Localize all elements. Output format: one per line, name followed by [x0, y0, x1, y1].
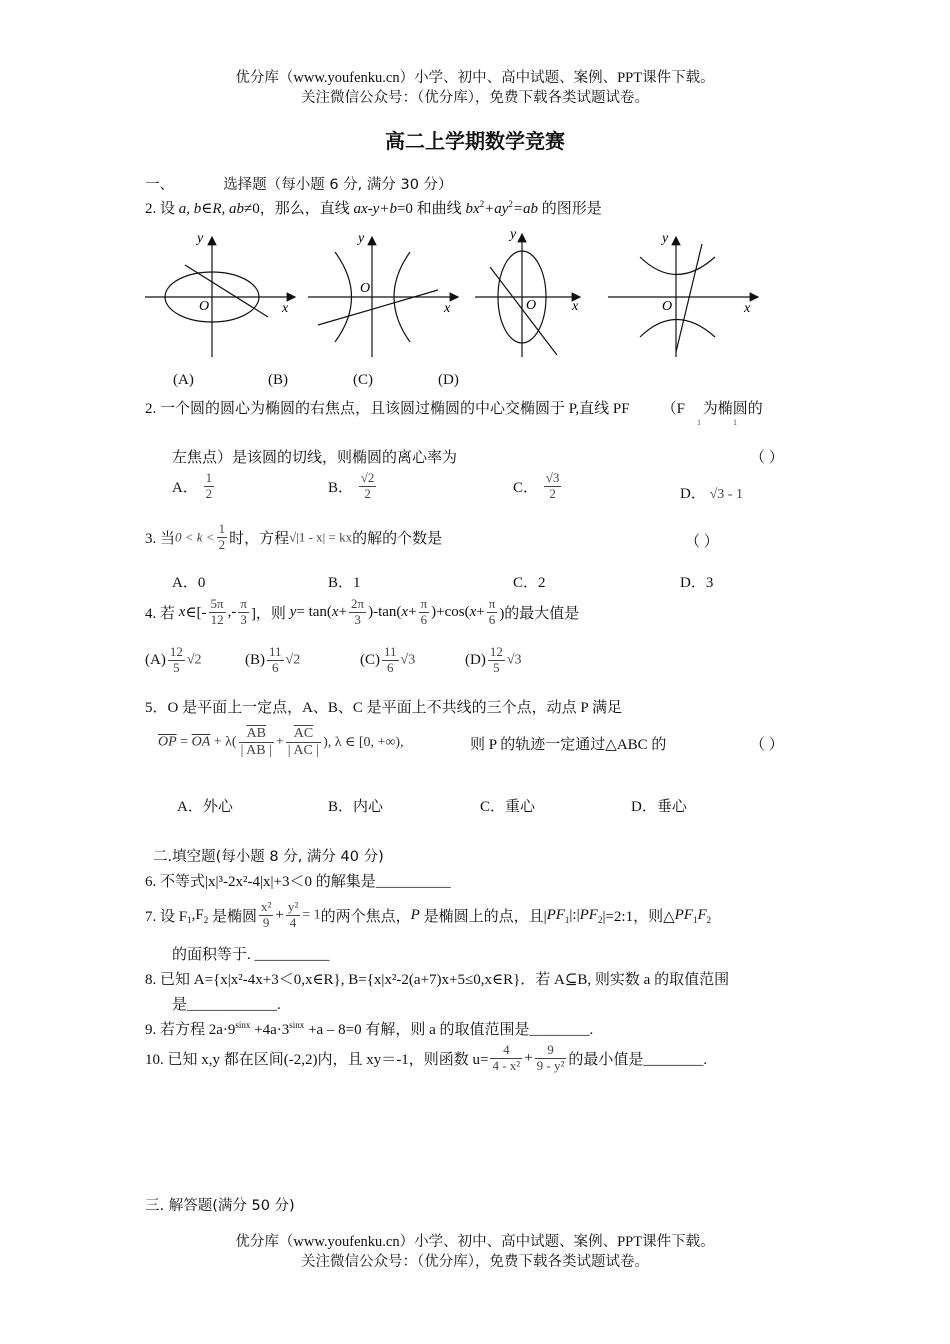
q3-paren: （ ）: [685, 534, 719, 550]
q4-var-x4: x: [469, 603, 477, 620]
q7-mid4: 是椭圆上的点，且|: [419, 908, 547, 925]
q7-plus: +: [275, 906, 284, 923]
graph-option-b: (B): [268, 372, 288, 388]
graph-a-x-label: x: [282, 301, 289, 316]
graph-a: [145, 237, 295, 357]
q4-f2-num: π: [240, 596, 247, 611]
qg-curve-lhs: bx: [465, 201, 480, 217]
q7-tri: PF: [674, 906, 693, 923]
q5-after: 则 P 的轨迹一定通过△ABC 的: [470, 737, 667, 753]
q4-opt-d-label: (D): [465, 651, 486, 668]
q5-plus: +: [275, 734, 284, 750]
q2-line1: [145, 397, 763, 418]
q5-option-c: C．重心: [480, 799, 536, 815]
q4-plus3: +: [476, 603, 485, 620]
q4-opt-b-label: (B): [245, 651, 265, 668]
graph-option-a: (A): [173, 372, 194, 388]
q7-fy-den: 4: [289, 914, 297, 930]
q7-pf1: PF: [546, 906, 565, 923]
q4-opt-a-num: 12: [169, 644, 183, 659]
q2-option-d: [680, 482, 743, 503]
q2-opt-a-den: 2: [205, 485, 213, 501]
q3-cond: 0 < k <: [175, 529, 215, 545]
qg-vars: a, b∈R, ab: [178, 201, 245, 217]
q7-tri-sub1: 1: [692, 914, 698, 925]
q9-mid: +4a·3: [250, 1022, 290, 1038]
q4-opt-c-label: (C): [360, 651, 380, 668]
q4-suffix: )的最大值是: [499, 605, 580, 622]
q10-f1-den: 4 - x²: [492, 1057, 521, 1073]
q4-opt-d-num: 12: [489, 644, 503, 659]
q2-opt-c-label: C．: [513, 479, 539, 496]
q5-stem: 5．O 是平面上一定点，A、B、C 是平面上不共线的三个点，动点 P 满足: [145, 700, 622, 716]
qg-curve-rhs: =ab: [512, 201, 539, 217]
graph-a-y-label: y: [197, 231, 204, 246]
qg-sup-b: 2: [508, 199, 513, 209]
q4-f3-den: 3: [354, 611, 361, 627]
q7-sub2: 2: [203, 914, 209, 925]
graph-b: [308, 237, 458, 357]
q4-mid1: )-tan(: [368, 603, 402, 620]
q4-opt-c-num: 11: [384, 644, 397, 659]
q3-option-a: A．0: [172, 575, 206, 591]
graph-b-y-label: y: [358, 231, 365, 246]
q3-prefix: 3. 当: [145, 530, 176, 547]
q9: [145, 1018, 593, 1039]
q2-opt-a-num: 1: [205, 470, 213, 485]
graph-b-line: [318, 290, 438, 325]
q5-tail: ), λ ∈ [0, +∞),: [323, 735, 404, 751]
q4-f1-den: 12: [210, 611, 224, 627]
q4-option-d: [465, 645, 522, 676]
q3-frac-den: 2: [218, 536, 226, 552]
q9-sup1: sinx: [235, 1020, 251, 1030]
q4-opt-b-num: 11: [269, 644, 282, 659]
q4-f1-num: 5π: [210, 596, 224, 611]
q3-equation: √|1 - x| = kx: [289, 529, 353, 545]
q4-opt-d-den: 5: [493, 659, 500, 675]
q4-opt-a-rad: √2: [186, 652, 202, 668]
q7-pf1-sub: 1: [564, 914, 570, 925]
q2-opt-b-den: 2: [364, 485, 371, 501]
q2-opt-c-den: 2: [549, 485, 556, 501]
q4-eq: = tan(: [296, 603, 332, 620]
graph-b-origin: O: [360, 281, 371, 296]
q7-line2: 的面积等于. __________: [172, 947, 330, 963]
q4-opt-b-rad: √2: [285, 652, 301, 668]
q5-lambda: + λ(: [210, 734, 237, 750]
q2-opt-c-num: √3: [545, 470, 560, 485]
q5-norm-ab: | AB |: [240, 743, 272, 759]
q4-in: ∈[-: [185, 604, 207, 621]
q5-option-d: D．垂心: [631, 799, 687, 815]
q3-option-b: B．1: [328, 575, 361, 591]
q4-f5-num: π: [488, 596, 496, 611]
graph-a-origin: O: [199, 299, 210, 314]
section1-title: 选择题（每小题 6 分, 满分 30 分）: [223, 177, 453, 193]
q5-vec-op: $\overline{OP}$: [158, 734, 177, 750]
q10-prefix: 10. 已知 x,y 都在区间(-2,2)内，且 xy＝-1，则函数 u=: [145, 1051, 489, 1068]
section3-heading: 三. 解答题(满分 50 分): [145, 1198, 295, 1214]
q7-line1: [145, 900, 711, 931]
graph-b-x-label: x: [444, 301, 451, 316]
graph-d-hyperbola-top: [640, 257, 715, 275]
q7-tri-sub2: 2: [706, 914, 712, 925]
q8-line1: 8. 已知 A={x|x²-4x+3＜0,x∈R}, B={x|x²-2(a+7)x+5≤0,x∈R}．若 A⊆B, 则实数 a 的取值范围: [145, 972, 730, 988]
q10: [145, 1043, 707, 1074]
header-line-2: 关注微信公众号：（优分库），免费下载各类试题试卷。: [301, 90, 649, 106]
q4-f4-den: 6: [420, 611, 428, 627]
graph-c-origin: O: [526, 298, 537, 313]
q2-sub-1a: 1: [697, 418, 701, 427]
section1-heading: [145, 173, 453, 194]
graph-d-y-label: y: [662, 231, 669, 246]
q7-prefix: 7. 设 F: [145, 908, 188, 925]
question-graph-stem: [145, 197, 602, 218]
q9-suffix: +a – 8=0 有解，则 a 的取值范围是________.: [304, 1022, 594, 1038]
q3-suffix: 的解的个数是: [352, 530, 443, 547]
q4-option-b: [245, 645, 300, 676]
q7-fy-num: y²: [287, 899, 299, 914]
qg-sup-a: 2: [479, 199, 485, 209]
q7-tri2: F: [697, 906, 707, 923]
q4-comma: ,-: [227, 603, 237, 620]
q4-f3-num: 2π: [351, 596, 365, 611]
q5-vec-ac: $\overline{AC}$: [286, 726, 321, 743]
qg-prefix: 2. 设: [145, 201, 179, 217]
q4-var-y: y: [289, 603, 297, 620]
graph-c-x-label: x: [572, 299, 579, 314]
q2-paren: （ ）: [750, 450, 784, 466]
q10-suffix: 的最小值是________.: [568, 1051, 708, 1068]
q5-norm-ac: | AC |: [287, 743, 320, 759]
q2-option-b: [328, 471, 378, 502]
q8-line2: 是____________.: [172, 997, 281, 1013]
q10-f1-num: 4: [490, 1043, 522, 1059]
footer-line-2: 关注微信公众号：（优分库），免费下载各类试题试卷。: [301, 1254, 649, 1270]
q7-mid: ,F: [191, 906, 204, 923]
q3-stem: [145, 522, 442, 553]
q4-opt-c-den: 6: [387, 659, 394, 675]
q3-mid: 时，方程: [229, 530, 290, 547]
q5-paren: （ ）: [750, 737, 784, 753]
q10-f2-num: 9: [535, 1043, 567, 1059]
q4-opt-a-den: 5: [173, 659, 180, 675]
q7-mid2: 是椭圆: [208, 908, 257, 925]
q5-option-b: B．内心: [328, 799, 384, 815]
q4-opt-b-den: 6: [272, 659, 279, 675]
graph-d: [608, 237, 758, 357]
q2-opt-d-value: √3 - 1: [709, 487, 743, 502]
q4-option-c: [360, 645, 415, 676]
graph-option-c: (C): [353, 372, 373, 388]
q7-mid3: 的两个焦点，: [320, 908, 411, 925]
graph-d-line: [676, 244, 702, 352]
graph-c-line: [490, 267, 557, 355]
q4-option-a: [145, 645, 202, 676]
header-line-1: 优分库（www.youfenku.cn）小学、初中、高中试题、案例、PPT课件下载。: [235, 70, 715, 86]
q4-var-x1: x: [178, 603, 186, 620]
q7-eq1: = 1: [302, 907, 321, 923]
q5-vec-ab: $\overline{AB}$: [239, 726, 274, 743]
q2-opt-d-label: D．: [680, 486, 706, 502]
q10-f2-den: 9 - y²: [536, 1057, 565, 1073]
q5-vec-oa: $\overline{OA}$: [191, 734, 211, 750]
q5-option-a: A．外心: [177, 799, 233, 815]
section2-heading: 二.填空题(每小题 8 分, 满分 40 分): [153, 849, 384, 865]
q2-option-a: [172, 471, 216, 502]
graph-d-hyperbola-bottom: [640, 320, 715, 338]
q7-sub1: 1: [187, 914, 192, 925]
graph-d-origin: O: [662, 299, 673, 314]
q4-opt-d-rad: √3: [506, 652, 522, 668]
qg-curve-mid: +ay: [484, 201, 509, 217]
q4-opt-c-rad: √3: [400, 652, 416, 668]
footer-line-1: 优分库（www.youfenku.cn）小学、初中、高中试题、案例、PPT课件下载。: [235, 1234, 715, 1250]
q9-sup2: sinx: [289, 1020, 305, 1030]
q4-opt-a-label: (A): [145, 651, 166, 668]
q4-plus1: +: [338, 603, 348, 620]
q2-text1b: （F: [661, 401, 685, 417]
q2-text1c: 为椭圆的: [698, 401, 763, 417]
q7-fx-den: 9: [262, 914, 270, 930]
section1-number: 一、: [145, 177, 174, 193]
q4-f4-num: π: [420, 596, 428, 611]
q3-option-c: C．2: [513, 575, 546, 591]
graph-d-x-label: x: [744, 301, 751, 316]
q4-close: ]，则: [250, 605, 290, 622]
q4-var-x2: x: [331, 603, 339, 620]
q4-mid2: )+cos(: [431, 603, 470, 620]
q7-mid6: |=2:1，则△: [602, 908, 675, 925]
q5-eq: =: [176, 734, 192, 750]
q10-plus: +: [524, 1049, 533, 1066]
q5-vector-equation: [158, 726, 404, 759]
qg-line-eq: ax-y+b: [353, 201, 397, 217]
qg-mid: ≠0，那么，直线: [244, 201, 354, 217]
q4-f5-den: 6: [488, 611, 496, 627]
q3-frac-num: 1: [218, 521, 226, 536]
q7-mid5: |:|: [569, 906, 580, 923]
q2-opt-b-label: B．: [328, 479, 354, 496]
qg-suffix: 的图形是: [538, 201, 602, 217]
q4-stem: [145, 597, 579, 628]
q4-var-x3: x: [401, 603, 409, 620]
q7-p: P: [410, 906, 420, 923]
q7-pf2: PF: [579, 906, 598, 923]
q4-plus2: +: [408, 603, 417, 620]
q4-f2-den: 3: [240, 611, 247, 627]
q2-line2: 左焦点）是该圆的切线，则椭圆的离心率为: [172, 450, 458, 466]
page-title: 高二上学期数学竞赛: [385, 129, 565, 153]
qg-mid2: =0 和曲线: [396, 201, 466, 217]
q2-opt-a-label: A．: [172, 479, 198, 496]
graph-c: [475, 234, 580, 357]
q2-opt-b-num: √2: [360, 470, 375, 485]
graph-c-y-label: y: [510, 227, 517, 242]
q9-prefix: 9. 若方程 2a·9: [145, 1022, 236, 1038]
q4-prefix: 4. 若: [145, 605, 179, 622]
graph-figures: [140, 222, 770, 364]
graph-option-d: (D): [438, 372, 459, 388]
q7-pf2-sub: 2: [597, 914, 603, 925]
q2-option-c: [513, 471, 563, 502]
q2-sub-1b: 1: [733, 418, 737, 427]
q7-fx-num: x²: [260, 899, 272, 914]
q6: 6. 不等式|x|³-2x²-4|x|+3＜0 的解集是__________: [145, 874, 451, 890]
q3-option-d: D．3: [680, 575, 714, 591]
q2-text1: 2. 一个圆的圆心为椭圆的右焦点，且该圆过椭圆的中心交椭圆于 P,直线 PF: [145, 401, 630, 417]
